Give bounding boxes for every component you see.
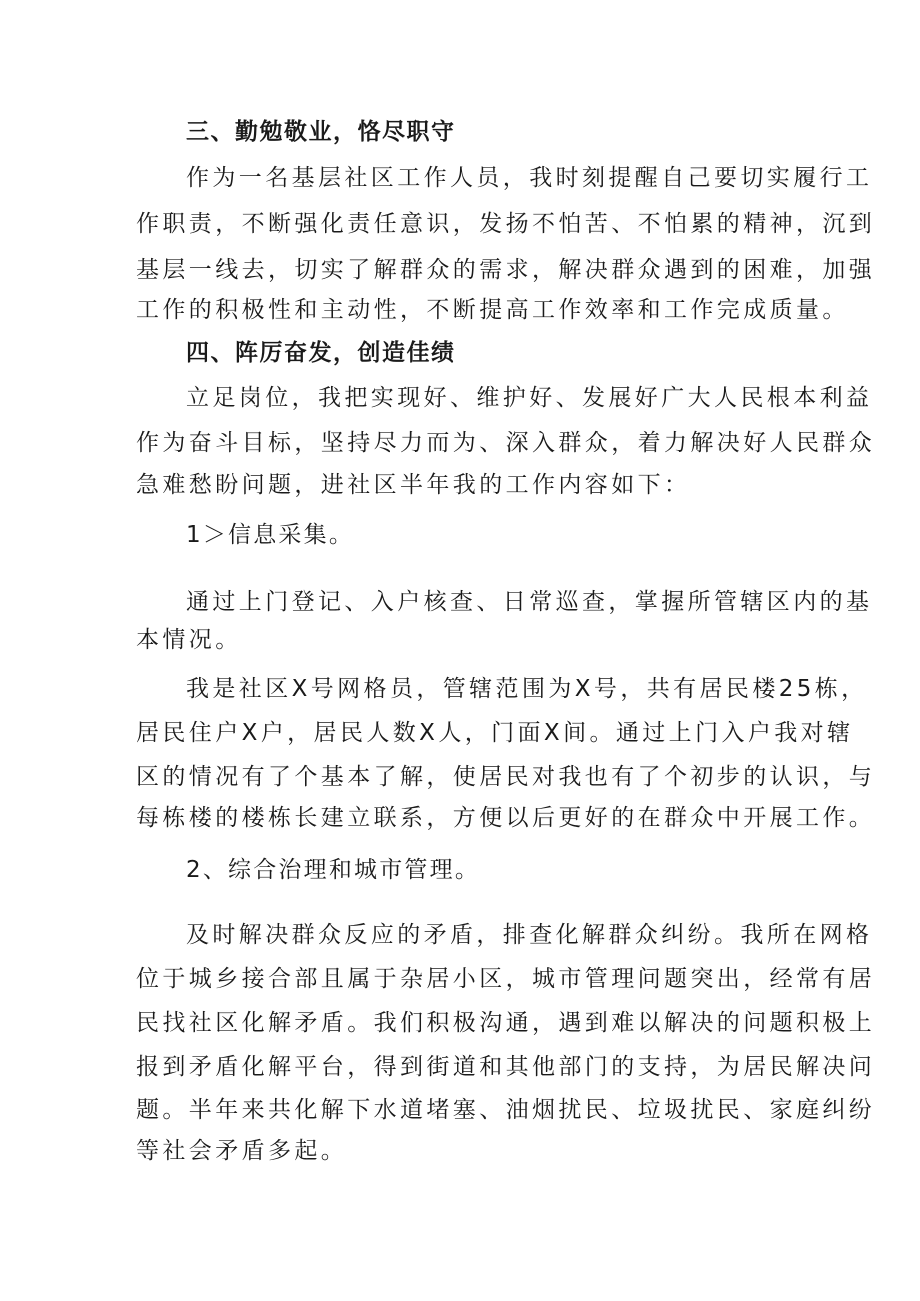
paragraph-line: 通过上门登记、入户核查、日常巡查，掌握所管辖区内的基 bbox=[186, 589, 873, 615]
paragraph-line: 基层一线去，切实了解群众的需求，解决群众遇到的困难，加强 bbox=[136, 257, 876, 283]
paragraph-line: 每栋楼的楼栋长建立联系，方便以后更好的在群众中开展工作。 bbox=[136, 805, 876, 831]
paragraph-line: 作为奋斗目标，坚持尽力而为、深入群众，着力解决好人民群众 bbox=[136, 430, 876, 456]
paragraph-line: 工作的积极性和主动性，不断提高工作效率和工作完成质量。 bbox=[136, 297, 849, 323]
section-heading: 三、勤勉敬业，恪尽职守 bbox=[186, 119, 456, 145]
paragraph-line: 及时解决群众反应的矛盾，排查化解群众纠纷。我所在网格 bbox=[186, 922, 873, 948]
paragraph-line: 我是社区X号网格员，管辖范围为X号，共有居民楼25栋， bbox=[186, 676, 868, 702]
item-title: 2、综合治理和城市管理。 bbox=[186, 857, 481, 883]
paragraph-line: 作职责，不断强化责任意识，发扬不怕苦、不怕累的精神，沉到 bbox=[136, 211, 876, 237]
paragraph-line: 民找社区化解矛盾。我们积极沟通，遇到难以解决的问题积极上 bbox=[136, 1010, 876, 1036]
paragraph-line: 本情况。 bbox=[136, 627, 242, 653]
paragraph-line: 位于城乡接合部且属于杂居小区，城市管理问题突出，经常有居 bbox=[136, 966, 876, 992]
paragraph-line: 急难愁盼问题，进社区半年我的工作内容如下： bbox=[136, 472, 691, 498]
paragraph-line: 等社会矛盾多起。 bbox=[136, 1138, 348, 1164]
paragraph-line: 报到矛盾化解平台，得到街道和其他部门的支持，为居民解决问 bbox=[136, 1054, 876, 1080]
paragraph-line: 立足岗位，我把实现好、维护好、发展好广大人民根本利益 bbox=[186, 385, 873, 411]
paragraph-line: 作为一名基层社区工作人员，我时刻提醒自己要切实履行工 bbox=[186, 165, 873, 191]
paragraph-line: 居民住户X户，居民人数X人，门面X间。通过上门入户我对辖 bbox=[136, 720, 854, 746]
item-title: 1＞信息采集。 bbox=[186, 522, 355, 548]
paragraph-line: 题。半年来共化解下水道堵塞、油烟扰民、垃圾扰民、家庭纠纷 bbox=[136, 1097, 876, 1123]
section-heading: 四、阵厉奋发，创造佳绩 bbox=[186, 340, 456, 366]
paragraph-line: 区的情况有了个基本了解，使居民对我也有了个初步的认识，与 bbox=[136, 764, 876, 790]
